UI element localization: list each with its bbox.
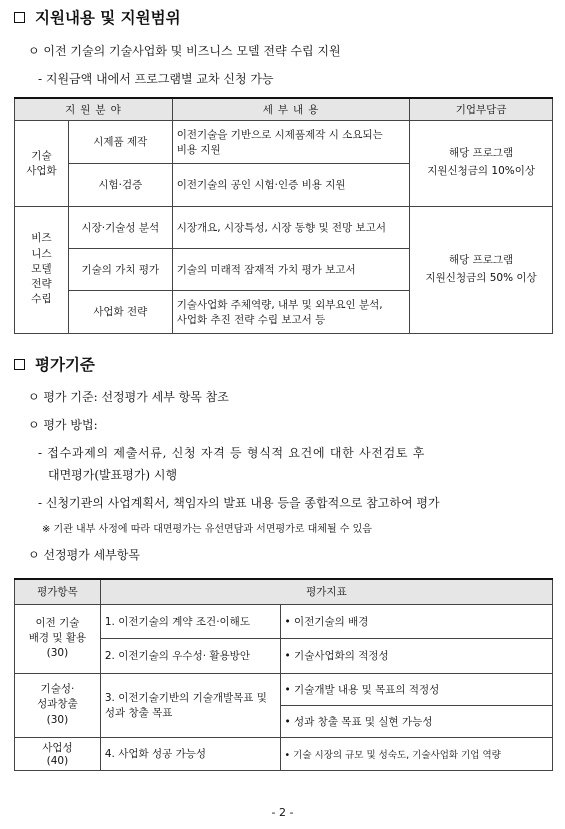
bullet-support-scope: ㅇ 이전 기술의 기술사업화 및 비즈니스 모델 전략 수립 지원 bbox=[28, 44, 341, 58]
section-title-support: 지원내용 및 지원범위 bbox=[14, 6, 181, 28]
table1-header-field: 지 원 분 야 bbox=[15, 98, 173, 120]
table1-header-detail: 세 부 내 용 bbox=[172, 98, 410, 120]
table1-sub: 기술의 가치 평가 bbox=[68, 248, 172, 290]
table2-indicator: • 기술개발 내용 및 목표의 적정성 bbox=[280, 673, 552, 705]
bullet-eval-method: ㅇ 평가 방법: bbox=[28, 418, 98, 432]
table1-detail: 기술의 미래적 잠재적 가치 평가 보고서 bbox=[172, 248, 410, 290]
note-substitution: ※ 기관 내부 사정에 따라 대면평가는 유선면담과 서면평가로 대체될 수 있음 bbox=[42, 524, 372, 535]
table1-category: 기술 사업화 bbox=[15, 120, 69, 206]
table2-indicator: • 성과 창출 목표 및 실현 가능성 bbox=[280, 705, 552, 737]
evaluation-table bbox=[14, 578, 553, 771]
table1-sub: 사업화 전략 bbox=[68, 290, 172, 333]
table1-sub: 시제품 제작 bbox=[68, 120, 172, 163]
bullet-detail-items: ㅇ 선정평가 세부항목 bbox=[28, 548, 140, 562]
table1-sub: 시험·검증 bbox=[68, 163, 172, 206]
table2-header-item: 평가항목 bbox=[15, 579, 101, 604]
dash-comprehensive: - 신청기관의 사업계획서, 책임자의 발표 내용 등을 종합적으로 참고하여 평가 bbox=[38, 496, 440, 510]
dash-prereview: - 접수과제의 제출서류, 신청 자격 등 형식적 요건에 대한 사전검토 후 bbox=[38, 446, 426, 460]
bullet-eval-criteria: ㅇ 평가 기준: 선정평가 세부 항목 참조 bbox=[28, 390, 229, 404]
table2-header-indicator: 평가지표 bbox=[100, 579, 552, 604]
dash-support-amount: - 지원금액 내에서 프로그램별 교차 신청 가능 bbox=[38, 72, 274, 86]
table2-item: 기술성· 성과창출 (30) bbox=[15, 673, 101, 737]
table2-criteria: 3. 이전기술기반의 기술개발목표 및 성과 창출 목표 bbox=[100, 673, 280, 737]
table1-detail: 기술사업화 주체역량, 내부 및 외부요인 분석, 사업화 추진 전략 수립 보고서 등 bbox=[172, 290, 410, 333]
page-number: - 2 - bbox=[271, 806, 294, 819]
table1-header-burden: 기업부담금 bbox=[410, 98, 553, 120]
table2-criteria: 4. 사업화 성공 가능성 bbox=[100, 737, 280, 770]
table2-item: 이전 기술 배경 및 활용 (30) bbox=[15, 604, 101, 673]
table2-criteria: 2. 이전기술의 우수성· 활용방안 bbox=[100, 638, 280, 673]
table2-indicator: • 기술 시장의 규모 및 성숙도, 기술사업화 기업 역량 bbox=[280, 737, 552, 770]
support-field-table bbox=[14, 97, 553, 334]
table1-sub: 시장·기술성 분석 bbox=[68, 206, 172, 248]
table2-criteria: 1. 이전기술의 계약 조건·이해도 bbox=[100, 604, 280, 638]
checkbox-square-icon bbox=[14, 12, 25, 23]
table1-burden: 해당 프로그램 지원신청금의 50% 이상 bbox=[410, 206, 553, 333]
table2-indicator: • 기술사업화의 적정성 bbox=[280, 638, 552, 673]
table2-indicator: • 이전기술의 배경 bbox=[280, 604, 552, 638]
table1-detail: 이전기술을 기반으로 시제품제작 시 소요되는 비용 지원 bbox=[172, 120, 410, 163]
table1-category: 비즈 니스 모델 전략 수립 bbox=[15, 206, 69, 333]
table2-item: 사업성 (40) bbox=[15, 737, 101, 770]
table1-detail: 시장개요, 시장특성, 시장 동향 및 전망 보고서 bbox=[172, 206, 410, 248]
checkbox-square-icon bbox=[14, 359, 25, 370]
table1-burden: 해당 프로그램 지원신청금의 10%이상 bbox=[410, 120, 553, 206]
dash-prereview-cont: 대면평가(발표평가) 시행 bbox=[48, 468, 178, 482]
table1-detail: 이전기술의 공인 시험·인증 비용 지원 bbox=[172, 163, 410, 206]
section-title-evaluation: 평가기준 bbox=[14, 353, 95, 375]
